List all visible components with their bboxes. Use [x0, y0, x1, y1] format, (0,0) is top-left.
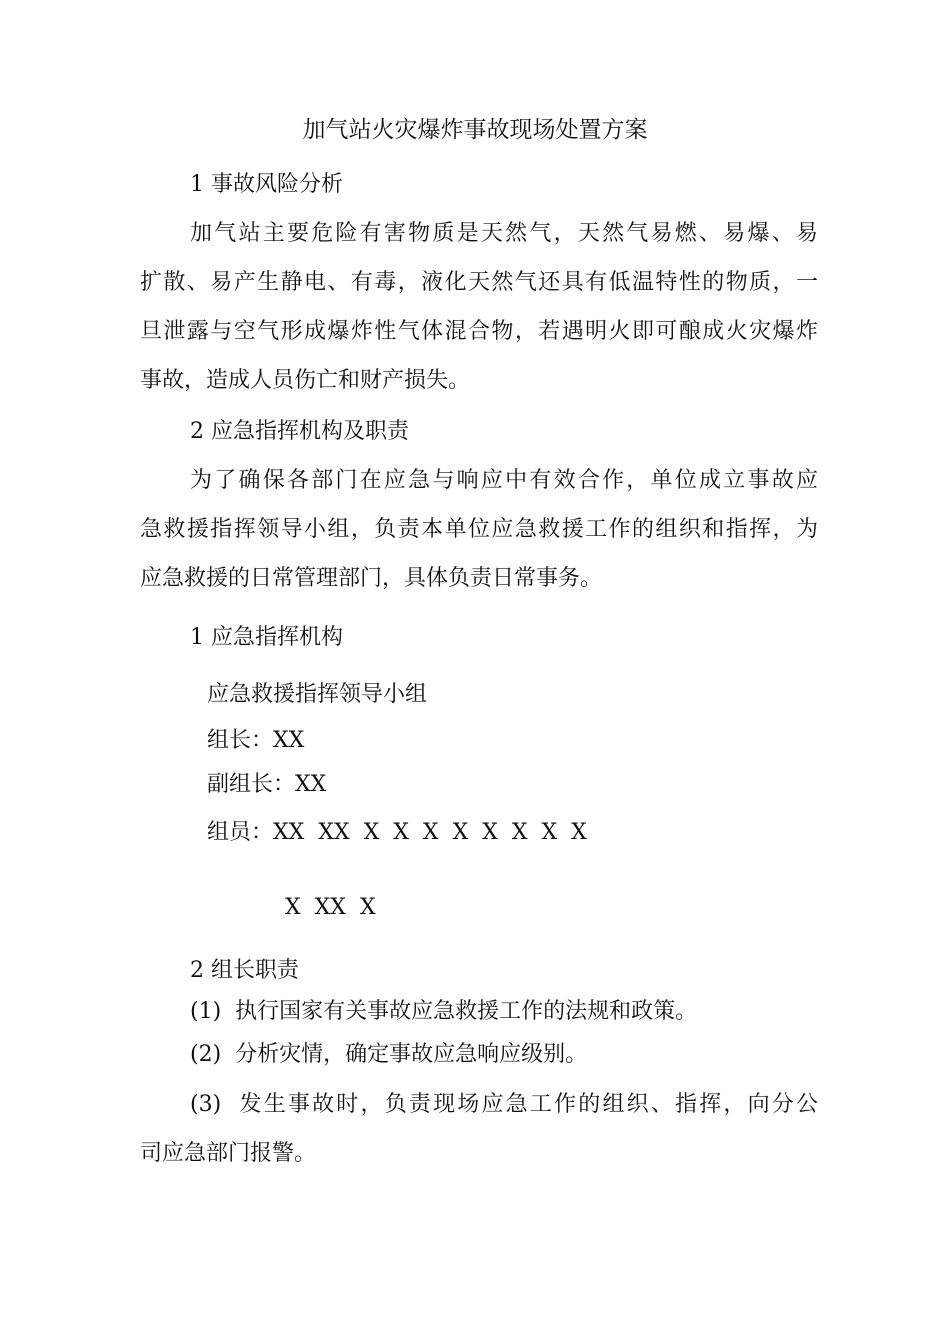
- duty-item: (3) 发生事故时，负责现场应急工作的组织、指挥，向分公: [190, 1092, 818, 1117]
- paragraph-line: 旦泄露与空气形成爆炸性气体混合物，若遇明火即可酿成火灾爆炸: [140, 319, 818, 344]
- paragraph-line: 为了确保各部门在应急与响应中有效合作，单位成立事故应: [190, 468, 818, 493]
- paragraph-line: 急救援指挥领导小组，负责本单位应急救援工作的组织和指挥，为: [140, 517, 818, 542]
- duty-item: (1) 执行国家有关事故应急救援工作的法规和政策。: [190, 999, 698, 1024]
- paragraph-line: 扩散、易产生静电、有毒，液化天然气还具有低温特性的物质，一: [140, 270, 818, 295]
- duty-item: (2) 分析灾情，确定事故应急响应级别。: [190, 1042, 588, 1067]
- paragraph-line: 加气站主要危险有害物质是天然气，天然气易燃、易爆、易: [190, 221, 818, 246]
- section-heading-risk: 1 事故风险分析: [190, 172, 343, 197]
- deputy-leader: 副组长：XX: [207, 772, 327, 797]
- group-members: 组员：XX XX X X X X X X X X: [207, 820, 587, 845]
- paragraph-line: 事故，造成人员伤亡和财产损失。: [140, 368, 471, 393]
- document-title: 加气站火灾爆炸事故现场处置方案: [302, 117, 648, 143]
- group-name: 应急救援指挥领导小组: [207, 682, 428, 707]
- duty-item-continued: 司应急部门报警。: [140, 1141, 317, 1166]
- section-heading-command: 2 应急指挥机构及职责: [190, 419, 409, 444]
- subheading-leader-duties: 2 组长职责: [190, 958, 299, 983]
- group-members-continued: X XX X: [285, 895, 376, 920]
- group-leader: 组长：XX: [207, 728, 305, 753]
- paragraph-line: 应急救援的日常管理部门，具体负责日常事务。: [140, 566, 603, 591]
- subheading-command-structure: 1 应急指挥机构: [190, 625, 343, 650]
